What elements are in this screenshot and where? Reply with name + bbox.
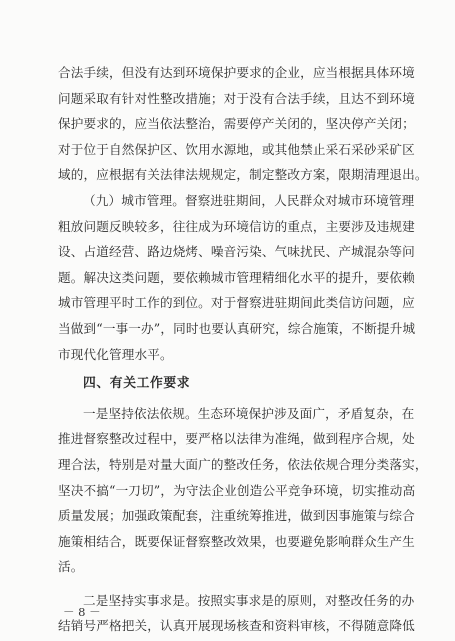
paragraph-line: 合法手续，但没有达到环境保护要求的企业，应当根据具体环境: [58, 65, 415, 80]
paragraph-line: 质量发展；加强政策配套，注重统筹推进，做到因事施策与综合: [58, 508, 415, 524]
paragraph-line: 对于位于自然保护区、饮用水源地，或其他禁止采石采砂采矿区: [58, 141, 415, 157]
paragraph-line: 二是坚持实事求是。按照实事求是的原则，对整改任务的办: [83, 592, 415, 608]
paragraph-line: 当做到“一事一办”，同时也要认真研究，综合施策，不断提升城: [58, 320, 416, 336]
paragraph-line: 城市管理平时工作的到位。对于督察进驻期间此类信访问题，应: [58, 295, 415, 311]
paragraph-line: 结销号严格把关，认真开展现场核查和资料审核，不得随意降低: [58, 618, 415, 634]
paragraph-line: 域的，应根据有关法律法规规定，制定整改方案，限期清理退出。: [58, 167, 428, 183]
paragraph-line: 一是坚持依法依规。生态环境保护涉及面广，矛盾复杂，在: [83, 405, 415, 421]
document-body: [58, 60, 428, 639]
paragraph-line: 题。解决这类问题，要依赖城市管理精细化水平的提升，要依赖: [58, 269, 415, 285]
paragraph-line: 问题采取有针对性整改措施；对于没有合法手续，且达不到环境: [58, 90, 415, 106]
paragraph-line: 设、占道经营、路边烧烤、噪音污染、气味扰民、产城混杂等问: [58, 244, 415, 260]
paragraph-line: 市现代化管理水平。: [58, 346, 173, 362]
paragraph-line: 坚决不搞“一刀切”，为守法企业创造公平竞争环境，切实推动高: [58, 482, 416, 498]
page-number: － 8 －: [63, 605, 101, 619]
paragraph-line: 施策相结合，既要保证督察整改效果，也要避免影响群众生产生: [58, 533, 415, 549]
paragraph-line: 推进督察整改过程中，要严格以法律为准绳，做到程序合规，处: [58, 431, 415, 447]
paragraph-line: 保护要求的，应当依法整治，需要停产关闭的，坚决停产关闭；: [58, 116, 415, 132]
paragraph-line: （九）城市管理。督察进驻期间，人民群众对城市环境管理: [83, 192, 415, 208]
paragraph-line: 活。: [58, 559, 84, 575]
spacer: [58, 580, 410, 588]
paragraph-line: 理合法，特别是对量大面广的整改任务，依法依规合理分类落实，: [58, 456, 428, 472]
section-heading: 四、有关工作要求: [83, 376, 191, 392]
paragraph-line: 粗放问题反映较多，往往成为环境信访的重点，主要涉及违规建: [58, 218, 415, 234]
